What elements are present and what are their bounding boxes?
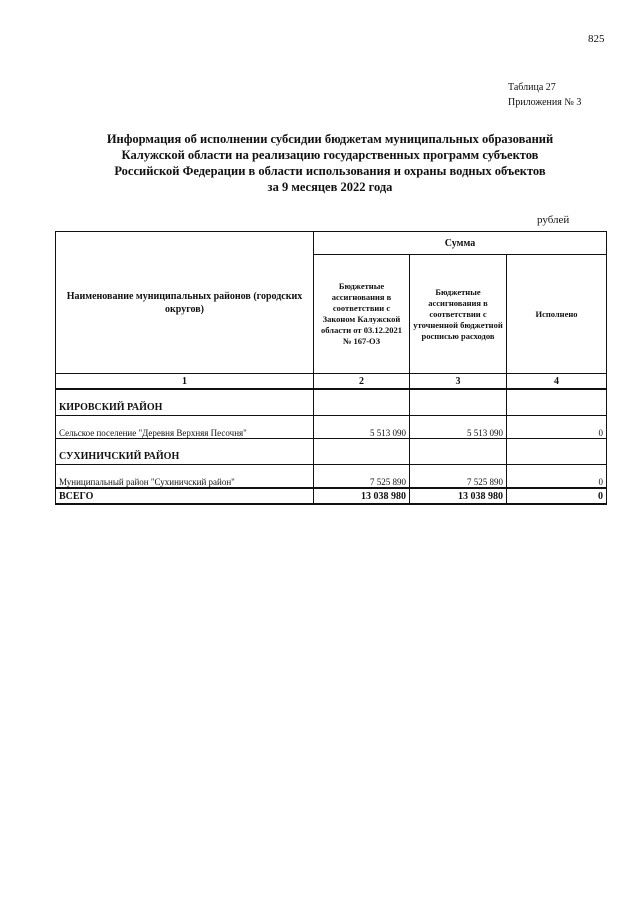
section-row (56, 439, 607, 465)
header-name: Наименование муниципальных районов (городских округов) (56, 232, 314, 374)
column-number-row (56, 374, 607, 390)
row-value-col3: 5 513 090 (410, 416, 507, 439)
header-row (56, 232, 607, 255)
row-value-col2: 5 513 090 (314, 416, 410, 439)
empty-cell (410, 389, 507, 416)
page-number: 825 (588, 33, 605, 45)
column-number: 1 (56, 374, 314, 390)
empty-cell (314, 389, 410, 416)
empty-cell (314, 439, 410, 465)
document-title (70, 131, 590, 195)
empty-cell (410, 439, 507, 465)
title-line: Калужской области на реализацию государственных программ субъектов (121, 148, 539, 162)
row-value-col4: 0 (507, 465, 607, 489)
title-line: Российской Федерации в области использования и охраны водных объектов (114, 164, 546, 178)
section-name: КИРОВСКИЙ РАЙОН (56, 389, 314, 416)
empty-cell (507, 439, 607, 465)
empty-cell (507, 389, 607, 416)
total-value-col2: 13 038 980 (314, 488, 410, 504)
total-label: ВСЕГО (56, 488, 314, 504)
column-number: 3 (410, 374, 507, 390)
column-number: 2 (314, 374, 410, 390)
title-line: Информация об исполнении субсидии бюджетам муниципальных образований (106, 132, 554, 146)
header-sum: Сумма (314, 232, 607, 255)
total-row (56, 488, 607, 504)
total-value-col4: 0 (507, 488, 607, 504)
header-col2: Бюджетные ассигнования в соответствии с Законом Калужской области от 03.12.2021 № 167-ОЗ (314, 255, 410, 374)
section-name: СУХИНИЧСКИЙ РАЙОН (56, 439, 314, 465)
row-value-col3: 7 525 890 (410, 465, 507, 489)
table-row (56, 465, 607, 489)
subsidy-table (55, 231, 607, 505)
table-reference (508, 80, 581, 110)
header-col4: Исполнено (507, 255, 607, 374)
table-ref-line: Приложения № 3 (508, 97, 582, 108)
units-label: рублей (537, 214, 570, 226)
header-col3: Бюджетные ассигнования в соответствии с уточненной бюджетной росписью расходов (410, 255, 507, 374)
column-number: 4 (507, 374, 607, 390)
row-value-col4: 0 (507, 416, 607, 439)
table-ref-line: Таблица 27 (508, 82, 556, 93)
title-line: за 9 месяцев 2022 года (267, 180, 393, 194)
row-value-col2: 7 525 890 (314, 465, 410, 489)
row-name: Муниципальный район "Сухиничский район" (56, 465, 314, 489)
row-name: Сельское поселение "Деревня Верхняя Песочня" (56, 416, 314, 439)
table-row (56, 416, 607, 439)
section-row (56, 389, 607, 416)
total-value-col3: 13 038 980 (410, 488, 507, 504)
